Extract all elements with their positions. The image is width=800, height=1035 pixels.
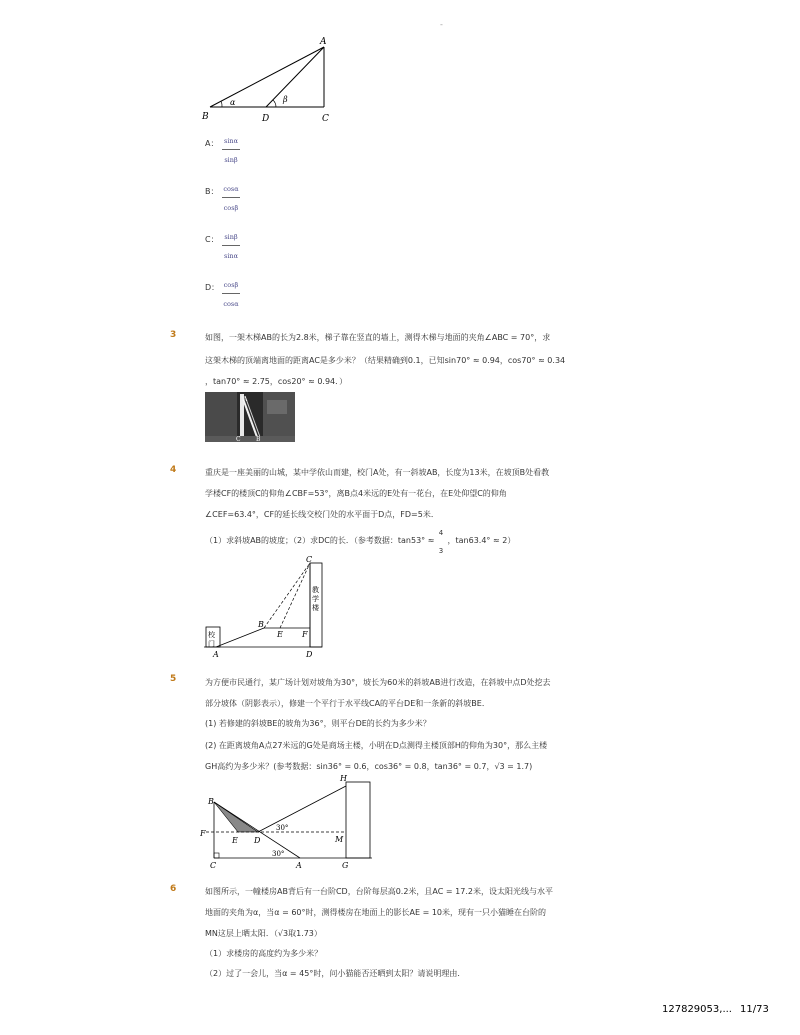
label-A: A — [320, 37, 327, 47]
building-label-1: 教 — [312, 586, 319, 594]
label-alpha: α — [230, 98, 236, 107]
ladder-photo — [205, 392, 295, 442]
q4-label-F: F — [302, 630, 308, 639]
slope-mall-figure-q5 — [200, 772, 375, 872]
q4-label-A: A — [213, 650, 219, 659]
option-d-label: D： — [205, 283, 220, 292]
q5-label-F: F — [200, 829, 206, 838]
label-C: C — [322, 114, 329, 124]
q5-line-2: 部分坡体（阴影表示），修建一个平行于水平线CA的平台DE和一条新的斜坡BE． — [205, 699, 490, 708]
q4-line-1: 重庆是一座美丽的山城，某中学依山而建，校门A处，有一斜坡AB，长度为13米，在坡顶B处看教 — [205, 468, 550, 477]
photo-label-C: C — [236, 436, 241, 442]
q5-label-M: M — [335, 835, 344, 844]
question-3-number: 3 — [170, 330, 177, 340]
option-b-label: B： — [205, 187, 219, 196]
building-label-3: 楼 — [312, 604, 319, 612]
label-D: D — [262, 114, 270, 124]
q4-label-E: E — [277, 630, 283, 639]
q5-angle-top: 30° — [276, 824, 289, 832]
question-6-number: 6 — [170, 884, 177, 894]
option-c-denominator: sinα — [224, 252, 238, 260]
q5-label-B: B — [208, 797, 214, 806]
option-d-denominator: cosα — [223, 300, 239, 308]
q6-line-4: （1）求楼房的高度约为多少米？ — [205, 949, 323, 958]
gate-label-2: 门 — [208, 640, 215, 648]
slope-building-figure-q4 — [202, 555, 332, 660]
q5-line-4: (2) 在距离坡角A点27米远的G处是商场主楼，小明在D点测得主楼顶部H的仰角为30°，那么主楼 — [205, 741, 548, 750]
option-a-numerator: sinα — [224, 137, 238, 145]
q5-label-C: C — [210, 861, 217, 870]
q4-label-B: B — [258, 620, 264, 629]
q4-label-C: C — [306, 555, 313, 564]
q4-frac-den: 3 — [438, 546, 444, 555]
q3-line-2: 这架木梯的顶端离地面的距离AC是多少米？（结果精确到0.1，已知sin70° ≈ 0.94，cos70° ≈ 0.34 — [205, 356, 566, 365]
q5-label-D: D — [254, 836, 261, 845]
q4-frac-num: 4 — [438, 528, 444, 537]
option-b-denominator: cosβ — [223, 204, 239, 212]
question-4-number: 4 — [170, 465, 177, 475]
label-beta: β — [283, 95, 288, 104]
q5-label-G: G — [342, 861, 349, 870]
triangle-figure-q2 — [200, 35, 340, 130]
q5-label-E: E — [232, 836, 238, 845]
q5-angle-bottom: 30° — [272, 850, 285, 858]
q4-line-3: ∠CEF=63.4°，CF的延长线交校门处的水平面于D点，FD=5米． — [205, 510, 439, 519]
page-number: 11/73 — [740, 1004, 769, 1015]
q4-line-2: 学楼CF的楼顶C的仰角∠CBF=53°，离B点4米远的E处有一花台，在E处仰望C的仰角 — [205, 489, 507, 498]
q6-line-3: MN这层上晒太阳．（√3取1.73） — [205, 929, 322, 938]
option-a-denominator: sinβ — [224, 156, 238, 164]
q5-line-5: GH高约为多少米？(参考数据：sin36° = 0.6，cos36° = 0.8，tan36° = 0.7，√3 = 1.7) — [205, 762, 533, 771]
q5-label-H: H — [340, 774, 347, 783]
q3-line-1: 如图，一架木梯AB的长为2.8米，梯子靠在竖直的墙上，测得木梯与地面的夹角∠ABC = 70°，求 — [205, 333, 551, 342]
q4-label-D: D — [306, 650, 313, 659]
q6-line-1: 如图所示，一幢楼房AB背后有一台阶CD，台阶每层高0.2米，且AC = 17.2米，设太阳光线与水平 — [205, 887, 553, 896]
q6-line-5: （2）过了一会儿，当α = 45°时，问小猫能否还晒到太阳？请说明理由． — [205, 969, 466, 978]
q4-sub-text: （1）求斜坡AB的坡度；（2）求DC的长．（参考数据：tan53° ≈ — [205, 536, 437, 545]
option-d-numerator: cosβ — [223, 281, 239, 289]
document-id: 127829053,... — [662, 1004, 732, 1015]
photo-label-A: A — [243, 396, 248, 403]
option-c-numerator: sinβ — [224, 233, 238, 241]
photo-label-B: B — [256, 436, 261, 442]
q6-line-2: 地面的夹角为α，当α = 60°时，测得楼房在地面上的影长AE = 10米，现有一只小猫睡在台阶的 — [205, 908, 547, 917]
option-a-label: A： — [205, 139, 219, 148]
option-b-numerator: cosα — [223, 185, 239, 193]
q3-line-3: ，tan70° ≈ 2.75，cos20° ≈ 0.94．） — [205, 377, 348, 386]
q4-subquestions — [205, 528, 516, 555]
q5-label-A: A — [296, 861, 302, 870]
page-mark: - — [440, 20, 443, 29]
q5-line-3: (1) 若修建的斜坡BE的坡角为36°，则平台DE的长约为多少米？ — [205, 719, 431, 728]
gate-label-1: 校 — [208, 631, 215, 639]
building-label-2: 学 — [312, 595, 319, 603]
option-c-label: C： — [205, 235, 219, 244]
question-5-number: 5 — [170, 674, 177, 684]
label-B: B — [202, 112, 209, 122]
q5-line-1: 为方便市民通行，某广场计划对坡角为30°，坡长为60米的斜坡AB进行改造，在斜坡中点D处挖去 — [205, 678, 551, 687]
q4-sub-tail: ，tan63.4° ≈ 2） — [447, 536, 516, 545]
